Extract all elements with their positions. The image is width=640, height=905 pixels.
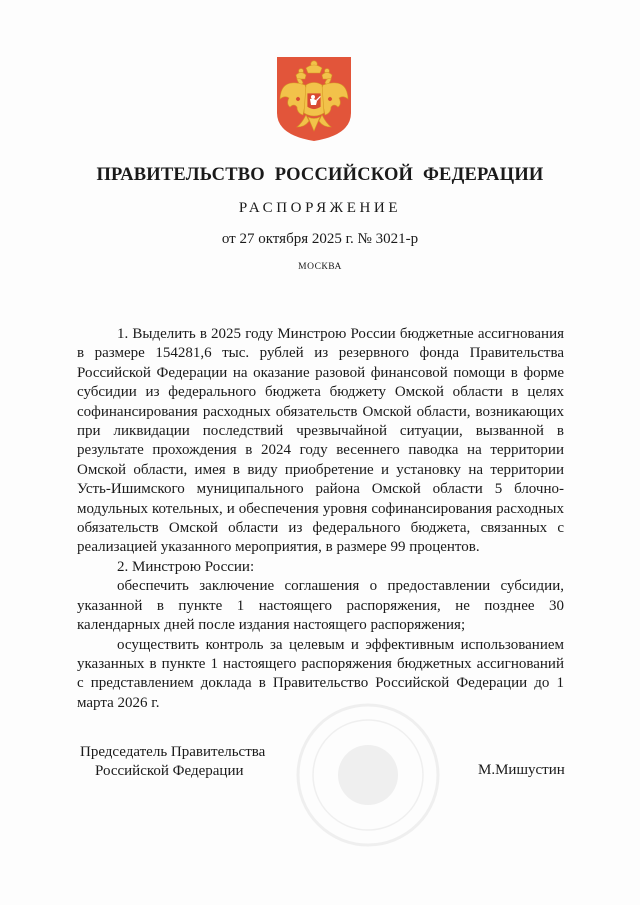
government-title: ПРАВИТЕЛЬСТВО РОССИЙСКОЙ ФЕДЕРАЦИИ (96, 165, 544, 185)
document-city: МОСКВА (298, 262, 342, 272)
signer-position-line-1: Председатель Правительства (80, 744, 266, 760)
faint-seal-watermark (268, 700, 468, 850)
russian-coat-of-arms-icon (275, 55, 353, 143)
paragraph-2-item-1: обеспечить заключение соглашения о предоставлении субсидии, указанной в пункте 1 настоящего распоряжения, не позднее 30 календарных дней после издания настоящего распоряжения; (77, 578, 564, 634)
paragraph-1: 1. Выделить в 2025 году Минстрою России бюджетные ассигнования в размере 154281,6 тыс. рублей из резервного фонда Правительства Российской Федерации на оказание разовой финансовой помощи в форме субсидии из федерального бюджета бюджету Омской области в целях софинансирования расходных обязательств Омской области, возникающих при ликвидации последствий чрезвычайной ситуации, вызванной в результате прохождения в 2024 году весеннего паводка на территории Омской области, имея в виду приобретение и установку на территории Усть-Ишимского муниципального района Омской области 5 блочно-модульных котельных, и обеспечения уровня софинансирования расходных обязательств Омской области из федерального бюджета, связанных с реализацией указанного мероприятия, в размере 99 процентов. (77, 326, 564, 556)
document-type: РАСПОРЯЖЕНИЕ (238, 200, 402, 216)
document-body (77, 325, 564, 713)
document-date-number: от 27 октября 2025 г. № 3021-р (221, 231, 419, 247)
signer-position (80, 743, 265, 782)
paragraph-2-item-2: осуществить контроль за целевым и эффективным использованием указанных в пункте 1 настоящего распоряжения бюджетных ассигнований с представлением доклада в Правительство Российской Федерации до 1 марта 2026 г. (77, 636, 564, 711)
signer-position-line-2: Российской Федерации (95, 763, 244, 780)
paragraph-2: 2. Минстрою России: (117, 558, 255, 575)
signer-name: М.Мишустин (478, 762, 565, 778)
